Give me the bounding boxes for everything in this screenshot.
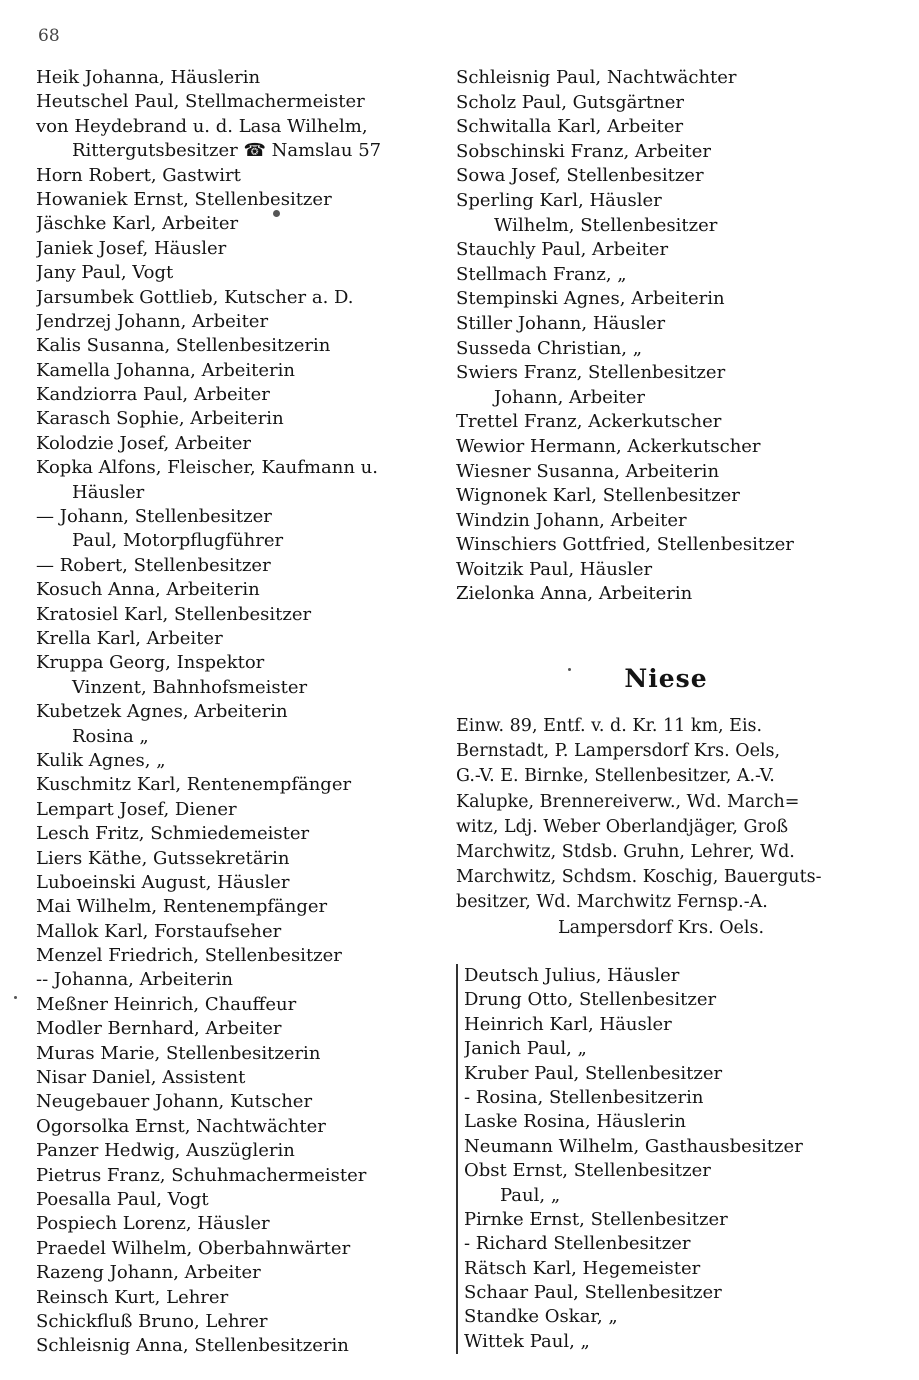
directory-entry: Drung Otto, Stellenbesitzer (464, 989, 717, 1011)
directory-entry: Kalis Susanna, Stellenbesitzerin (36, 335, 331, 357)
directory-entry: Zielonka Anna, Arbeiterin (456, 583, 693, 605)
directory-entry: Johann, Arbeiter (494, 386, 646, 408)
directory-entry: Panzer Hedwig, Auszüglerin (36, 1140, 295, 1162)
directory-entry: Wittek Paul, „ (464, 1330, 590, 1352)
directory-entry: Kruppa Georg, Inspektor (36, 652, 265, 674)
directory-entry: Pospiech Lorenz, Häusler (36, 1213, 270, 1235)
section-info-line: Einw. 89, Entf. v. d. Kr. 11 km, Eis. (456, 716, 763, 736)
directory-entry: von Heydebrand u. d. Lasa Wilhelm, (36, 115, 368, 137)
section-info-line: G.-V. E. Birnke, Stellenbesitzer, A.-V. (456, 766, 775, 787)
directory-entry: Schwitalla Karl, Arbeiter (456, 116, 684, 138)
directory-entry: Lesch Fritz, Schmiedemeister (36, 823, 310, 845)
directory-entry: Razeng Johann, Arbeiter (36, 1262, 261, 1284)
directory-entry: Ogorsolka Ernst, Nachtwächter (36, 1115, 326, 1137)
section-title: Niese (624, 664, 708, 693)
directory-entry: Heutschel Paul, Stellmachermeister (36, 91, 365, 113)
directory-entry: Kolodzie Josef, Arbeiter (36, 432, 251, 454)
directory-entry: Sowa Josef, Stellenbesitzer (456, 165, 704, 187)
directory-entry: Stiller Johann, Häusler (456, 312, 666, 334)
directory-entry: Kruber Paul, Stellenbesitzer (464, 1062, 723, 1084)
directory-entry: Janiek Josef, Häusler (36, 237, 227, 259)
directory-entry: Kosuch Anna, Arbeiterin (36, 579, 260, 601)
directory-entry: Wewior Hermann, Ackerkutscher (456, 435, 761, 457)
directory-entry: Schaar Paul, Stellenbesitzer (464, 1282, 722, 1304)
directory-entry: Kratosiel Karl, Stellenbesitzer (36, 603, 312, 625)
directory-entry: Rätsch Karl, Hegemeister (464, 1257, 701, 1279)
directory-entry: Schickfluß Bruno, Lehrer (36, 1310, 268, 1332)
section-info-line: Bernstadt, P. Lampersdorf Krs. Oels, (456, 741, 781, 762)
directory-entry: Kopka Alfons, Fleischer, Kaufmann u. (36, 457, 378, 479)
directory-entry: Trettel Franz, Ackerkutscher (456, 411, 722, 433)
right-column-top (456, 66, 876, 607)
directory-entry: Stellmach Franz, „ (456, 263, 627, 285)
section-info-line: Marchwitz, Stdsb. Gruhn, Lehrer, Wd. (456, 842, 795, 863)
directory-entry: Kandziorra Paul, Arbeiter (36, 384, 270, 406)
directory-entry: Schleisnig Anna, Stellenbesitzerin (36, 1335, 349, 1357)
section-info-line: Marchwitz, Schdsm. Koschig, Bauerguts- (456, 867, 822, 888)
directory-entry: — Johann, Stellenbesitzer (36, 506, 272, 528)
directory-entry: Jany Paul, Vogt (36, 262, 174, 284)
directory-entry: Laske Rosina, Häuslerin (464, 1111, 686, 1133)
directory-entry: Poesalla Paul, Vogt (36, 1188, 209, 1210)
directory-entry: Kamella Johanna, Arbeiterin (36, 359, 295, 381)
directory-entry: Pirnke Ernst, Stellenbesitzer (464, 1208, 728, 1230)
scan-speck (273, 210, 280, 217)
directory-entry: Reinsch Kurt, Lehrer (36, 1286, 229, 1308)
directory-entry: Pietrus Franz, Schuhmachermeister (36, 1164, 367, 1186)
directory-entry: Jarsumbek Gottlieb, Kutscher a. D. (36, 286, 354, 308)
left-column (36, 66, 442, 1359)
directory-entry: Jendrzej Johann, Arbeiter (36, 310, 269, 332)
directory-entry: Menzel Friedrich, Stellenbesitzer (36, 945, 342, 967)
directory-entry: Stauchly Paul, Arbeiter (456, 239, 669, 261)
directory-entry: Vinzent, Bahnhofsmeister (72, 676, 308, 698)
section-info-line: witz, Ldj. Weber Oberlandjäger, Groß (456, 816, 789, 837)
directory-entry: Deutsch Julius, Häusler (464, 965, 680, 986)
section-info-line: Lampersdorf Krs. Oels. (557, 917, 765, 938)
directory-entry: Liers Käthe, Gutssekretärin (36, 847, 290, 869)
directory-entry: Meßner Heinrich, Chauffeur (36, 993, 297, 1015)
directory-entry: Swiers Franz, Stellenbesitzer (456, 362, 726, 384)
directory-entry: Mallok Karl, Forstaufseher (36, 920, 282, 942)
directory-entry: Standke Oskar, „ (464, 1306, 618, 1328)
directory-entry: - Richard Stellenbesitzer (464, 1233, 691, 1255)
directory-entry: - Rosina, Stellenbesitzerin (464, 1086, 704, 1108)
directory-entry: Schleisnig Paul, Nachtwächter (456, 67, 737, 88)
directory-entry: Modler Bernhard, Arbeiter (36, 1018, 282, 1040)
directory-entry: Heik Johanna, Häuslerin (36, 67, 261, 88)
directory-entry: Susseda Christian, „ (456, 337, 643, 359)
directory-entry: Janich Paul, „ (464, 1038, 587, 1060)
scan-speck (14, 996, 17, 999)
directory-entry: Kuschmitz Karl, Rentenempfänger (36, 774, 352, 796)
directory-entry: Krella Karl, Arbeiter (36, 627, 223, 649)
directory-entry: Luboeinski August, Häusler (36, 871, 290, 893)
directory-entry: Rosina „ (72, 725, 149, 747)
directory-entry: — Robert, Stellenbesitzer (36, 554, 271, 576)
directory-entry: Sobschinski Franz, Arbeiter (456, 140, 711, 162)
directory-entry: Karasch Sophie, Arbeiterin (36, 408, 284, 430)
section-info (456, 714, 866, 941)
directory-entry: Winschiers Gottfried, Stellenbesitzer (456, 534, 794, 556)
directory-entry: Woitzik Paul, Häusler (456, 558, 653, 580)
section-info-line: besitzer, Wd. Marchwitz Fernsp.-A. (456, 892, 768, 913)
directory-entry: Howaniek Ernst, Stellenbesitzer (36, 188, 332, 210)
directory-entry: Sperling Karl, Häusler (456, 189, 662, 211)
directory-entry: Wilhelm, Stellenbesitzer (494, 214, 718, 236)
right-column-lower (456, 964, 884, 1354)
scan-speck (568, 668, 571, 671)
directory-entry: Muras Marie, Stellenbesitzerin (36, 1042, 321, 1064)
directory-entry: -- Johanna, Arbeiterin (36, 969, 233, 991)
directory-entry: Neugebauer Johann, Kutscher (36, 1091, 313, 1113)
directory-entry: Rittergutsbesitzer ☎ Namslau 57 (72, 140, 382, 162)
directory-entry: Paul, Motorpflugführer (72, 530, 284, 552)
directory-entry: Jäschke Karl, Arbeiter (36, 213, 239, 235)
page-number: 68 (38, 26, 60, 46)
directory-entry: Kulik Agnes, „ (36, 749, 166, 771)
directory-entry: Nisar Daniel, Assistent (36, 1067, 246, 1089)
directory-entry: Stempinski Agnes, Arbeiterin (456, 288, 725, 310)
directory-entry: Wiesner Susanna, Arbeiterin (456, 460, 720, 482)
directory-entry: Wignonek Karl, Stellenbesitzer (456, 485, 740, 507)
directory-entry: Neumann Wilhelm, Gasthausbesitzer (464, 1135, 803, 1157)
directory-entry: Horn Robert, Gastwirt (36, 164, 241, 186)
directory-entry: Paul, „ (500, 1184, 561, 1206)
directory-entry: Kubetzek Agnes, Arbeiterin (36, 701, 288, 723)
section-info-line: Kalupke, Brennereiverw., Wd. March= (456, 791, 800, 812)
directory-entry: Lempart Josef, Diener (36, 798, 237, 820)
directory-entry: Mai Wilhelm, Rentenempfänger (36, 896, 328, 918)
directory-entry: Windzin Johann, Arbeiter (456, 509, 687, 531)
directory-entry: Praedel Wilhelm, Oberbahnwärter (36, 1237, 351, 1259)
directory-entry: Häusler (72, 481, 145, 503)
directory-entry: Heinrich Karl, Häusler (464, 1013, 672, 1035)
directory-entry: Scholz Paul, Gutsgärtner (456, 91, 685, 113)
directory-entry: Obst Ernst, Stellenbesitzer (464, 1160, 711, 1182)
